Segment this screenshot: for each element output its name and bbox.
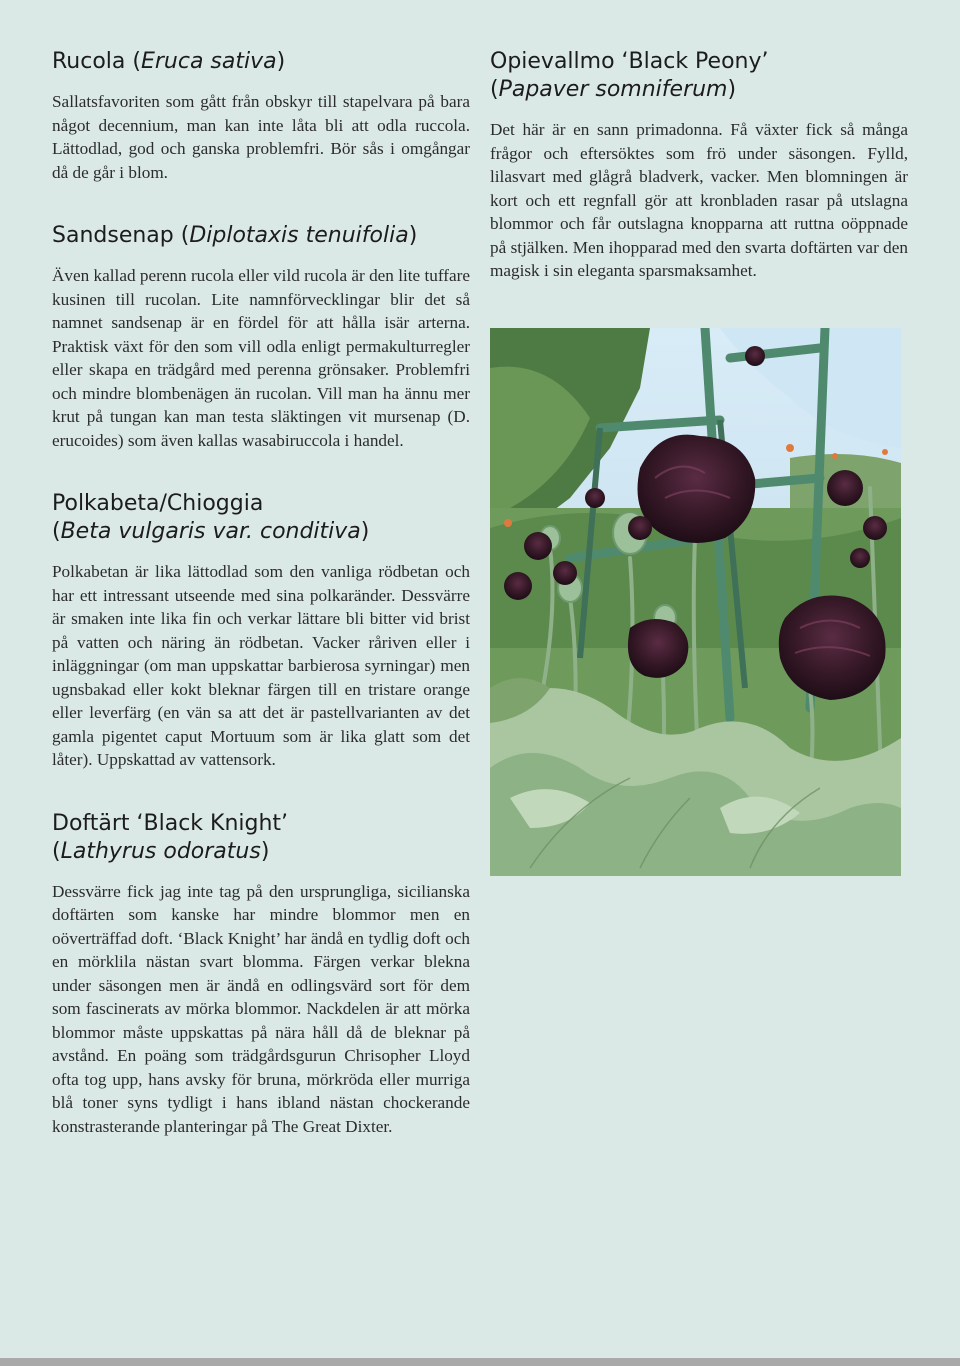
section-rucola <box>52 48 470 184</box>
poppy-photo <box>490 328 901 876</box>
section-doftart <box>52 810 470 1139</box>
poppy-photo-icon <box>490 328 901 876</box>
paragraph-rucola: Sallatsfavoriten som gått från obskyr till stapelvara på bara något decennium, man kan inte låta bli att odla ruccola. Lättodlad, god och ganska problemfri. Bör sås i omgångar då de går i blom. <box>52 92 470 182</box>
heading-opievallmo: Opievallmo ‘Black Peony’ (Papaver somniferum) <box>490 49 769 102</box>
paragraph-polkabeta: Polkabetan är lika lättodlad som den vanliga rödbetan och har ett intressant utseende med sina polkaränder. Dessvärre är smaken inte lika fin och verkar lättare bli bitter vid brist på vatten och näring än rödbetan. Vacker råriven eller i inläggningar (om man uppskattar barbierosa syrningar) men ugnsbakad eller kokt bleknar färgen till en tristare orange eller leverfärg (en vän sa att det är pastellvarianten av det gamla pigentet caput Mortuum som är lika glatt som det låter). Uppskattad av vattensork. <box>52 562 470 769</box>
heading-doftart: Doftärt ‘Black Knight’ (Lathyrus odoratus) <box>52 810 289 864</box>
heading-sandsenap: Sandsenap (Diplotaxis tenuifolia) <box>52 223 418 248</box>
right-column <box>490 48 908 319</box>
paragraph-opievallmo: Det här är en sann primadonna. Få växter fick så många frågor och eftersöktes som frö under säsongen. Fylld, lilasvart med glågrå bladverk, vacker. Men blomningen är kort och ett regnfall gör att kronbladen rasar på utslagna blommor och får outslagna knopparna att ruttna oöppnade på stjälken. Men ihopparad med den svarta doftärten var den magisk i sin eleganta sparsmaksamhet. <box>490 120 908 280</box>
bottom-bar <box>0 1358 960 1366</box>
paragraph-doftart: Dessvärre fick jag inte tag på den ursprungliga, sicilianska doftärten som kanske har mindre blommor men en oöverträffad doft. ‘Black Knight’ har ändå en tydlig doft och en mörklila nästan svart blomma. Färgen verkar blekna under säsongen men är ändå en odlingsvärd sort för dem som fascinerats av mörka blommor. Nackdelen är att mörka blommor måste uppskattas på nära håll då de bleknar på avstånd. En poäng som trädgårdsgurun Chrisopher Lloyd ofta tog upp, hans avsky för bruna, mörkröda eller murriga blå toner syns tydligt i hans ibland nästan chockerande konstrasterande planteringar på The Great Dixter. <box>52 881 470 1136</box>
left-column <box>52 48 470 1174</box>
section-sandsenap <box>52 222 470 452</box>
heading-polkabeta: Polkabeta/Chioggia (Beta vulgaris var. conditiva) <box>52 491 370 544</box>
heading-rucola: Rucola (Eruca sativa) <box>52 49 286 74</box>
section-polkabeta <box>52 490 470 772</box>
section-opievallmo <box>490 48 908 283</box>
paragraph-sandsenap: Även kallad perenn rucola eller vild rucola är den lite tuffare kusinen till rucolan. Lite namnförvecklingar blir det så namnet sandsenap är en fördel för att hålla isär arterna. Praktisk växt för den som vill odla enligt permakulturregler eller skapa en trädgård med perenna grönsaker. Problemfri och mindre blombenägen än rucolan. Vill man ha ännu mer krut på tungan kan man testa släktingen vit mursenap (D. erucoides) som även kallas wasabiruccola i handel. <box>52 266 470 450</box>
